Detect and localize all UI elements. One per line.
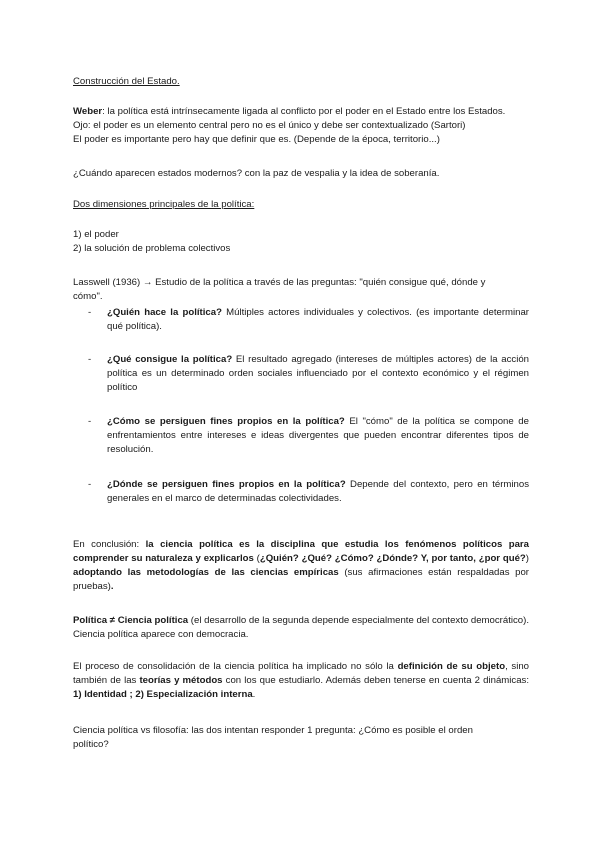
conclusion-bold: la ciencia política es la disciplina que estudia los fenómenos políticos para comprender su naturaleza y explicarlos xyxy=(73,539,530,564)
question-item-como xyxy=(107,415,529,457)
dimensions-list xyxy=(73,228,529,256)
consolidation-bold: definición de su objeto xyxy=(397,661,506,672)
question-label: ¿Qué consigue la política? xyxy=(107,354,233,365)
consolidation-bold: 1) Identidad ; 2) Especialización interna xyxy=(73,689,253,700)
conclusion-paragraph xyxy=(73,538,529,594)
dimension-item: 2) la solución de problema colectivos xyxy=(73,243,231,254)
politica-vs-text: (el desarrollo de la segunda depende especialmente del contexto democrático). Ciencia política aparece con democracia. xyxy=(73,615,529,640)
conclusion-bold: ¿Quién? ¿Qué? ¿Cómo? ¿Dónde? Y, por tanto, ¿por qué? xyxy=(259,553,526,564)
bullet-dash: - xyxy=(88,307,92,318)
question-item-donde xyxy=(107,478,529,506)
weber-line-3: El poder es importante pero hay que definir que es. (Depende de la época, territorio...) xyxy=(73,134,440,145)
weber-line-1 xyxy=(73,105,529,119)
politica-vs-ciencia-paragraph xyxy=(73,614,529,642)
question-answer: Depende del contexto, pero en términos generales en el marco de determinadas colectividades. xyxy=(107,479,529,504)
conclusion-bold: . xyxy=(110,581,114,592)
question-answer: Múltiples actores individuales y colectivos. (es importante determinar qué política). xyxy=(107,307,529,332)
dimension-item: 1) el poder xyxy=(73,229,119,240)
page-title: Construcción del Estado. xyxy=(73,76,180,87)
question-answer: El "cómo" de la política se compone de enfrentamientos entre intereses e ideas divergentes que pueden encontrar diferentes tipos de resolución. xyxy=(107,416,529,455)
consolidation-text: , sino también de las xyxy=(73,661,530,686)
consolidation-text: El proceso de consolidación de la ciencia política ha implicado no sólo la xyxy=(73,661,398,672)
consolidation-bold: teorías y métodos xyxy=(139,675,223,686)
conclusion-text: ) xyxy=(525,553,529,564)
question-item-quien xyxy=(107,306,529,334)
conclusion-bold: adoptando las metodologías de las ciencias empíricas xyxy=(73,567,339,578)
modern-states-line: ¿Cuándo aparecen estados modernos? con la paz de vespalia y la idea de soberanía. xyxy=(73,168,440,179)
consolidation-paragraph xyxy=(73,660,529,702)
weber-label: Weber xyxy=(73,106,103,117)
consolidation-text: con los que estudiarlo. Además deben tenerse en cuenta 2 dinámicas: xyxy=(222,675,529,686)
philosophy-paragraph: Ciencia política vs filosofía: las dos intentan responder 1 pregunta: ¿Cómo es posible el orden político? xyxy=(73,725,473,750)
conclusion-text: En conclusión: xyxy=(73,539,146,550)
lasswell-intro: Lasswell (1936) → Estudio de la política a través de las preguntas: "quién consigue qué, dónde y cómo". xyxy=(73,277,486,302)
question-label: ¿Quién hace la política? xyxy=(107,307,222,318)
bullet-dash: - xyxy=(88,416,92,427)
question-label: ¿Dónde se persiguen fines propios en la política? xyxy=(107,479,346,490)
dimensions-heading: Dos dimensiones principales de la política: xyxy=(73,199,255,210)
politica-vs-bold: Política ≠ Ciencia política xyxy=(73,615,189,626)
weber-definition: : la política está intrínsecamente ligada al conflicto por el poder en el Estado entre los Estados. xyxy=(102,106,506,117)
conclusion-text: (sus afirmaciones están respaldadas por pruebas) xyxy=(73,567,529,592)
question-answer: El resultado agregado (intereses de múltiples actores) de la acción política es un determinado orden sociales influenciado por el contexto económico y el régimen político xyxy=(107,354,529,393)
weber-line-2: Ojo: el poder es un elemento central pero no es el único y debe ser contextualizado (Sartori) xyxy=(73,120,466,131)
consolidation-text: . xyxy=(252,689,256,700)
bullet-dash: - xyxy=(88,354,92,365)
conclusion-text: ( xyxy=(253,553,260,564)
bullet-dash: - xyxy=(88,479,92,490)
question-item-que xyxy=(107,353,529,395)
weber-paragraph xyxy=(73,105,529,147)
question-label: ¿Cómo se persiguen fines propios en la política? xyxy=(107,416,345,427)
